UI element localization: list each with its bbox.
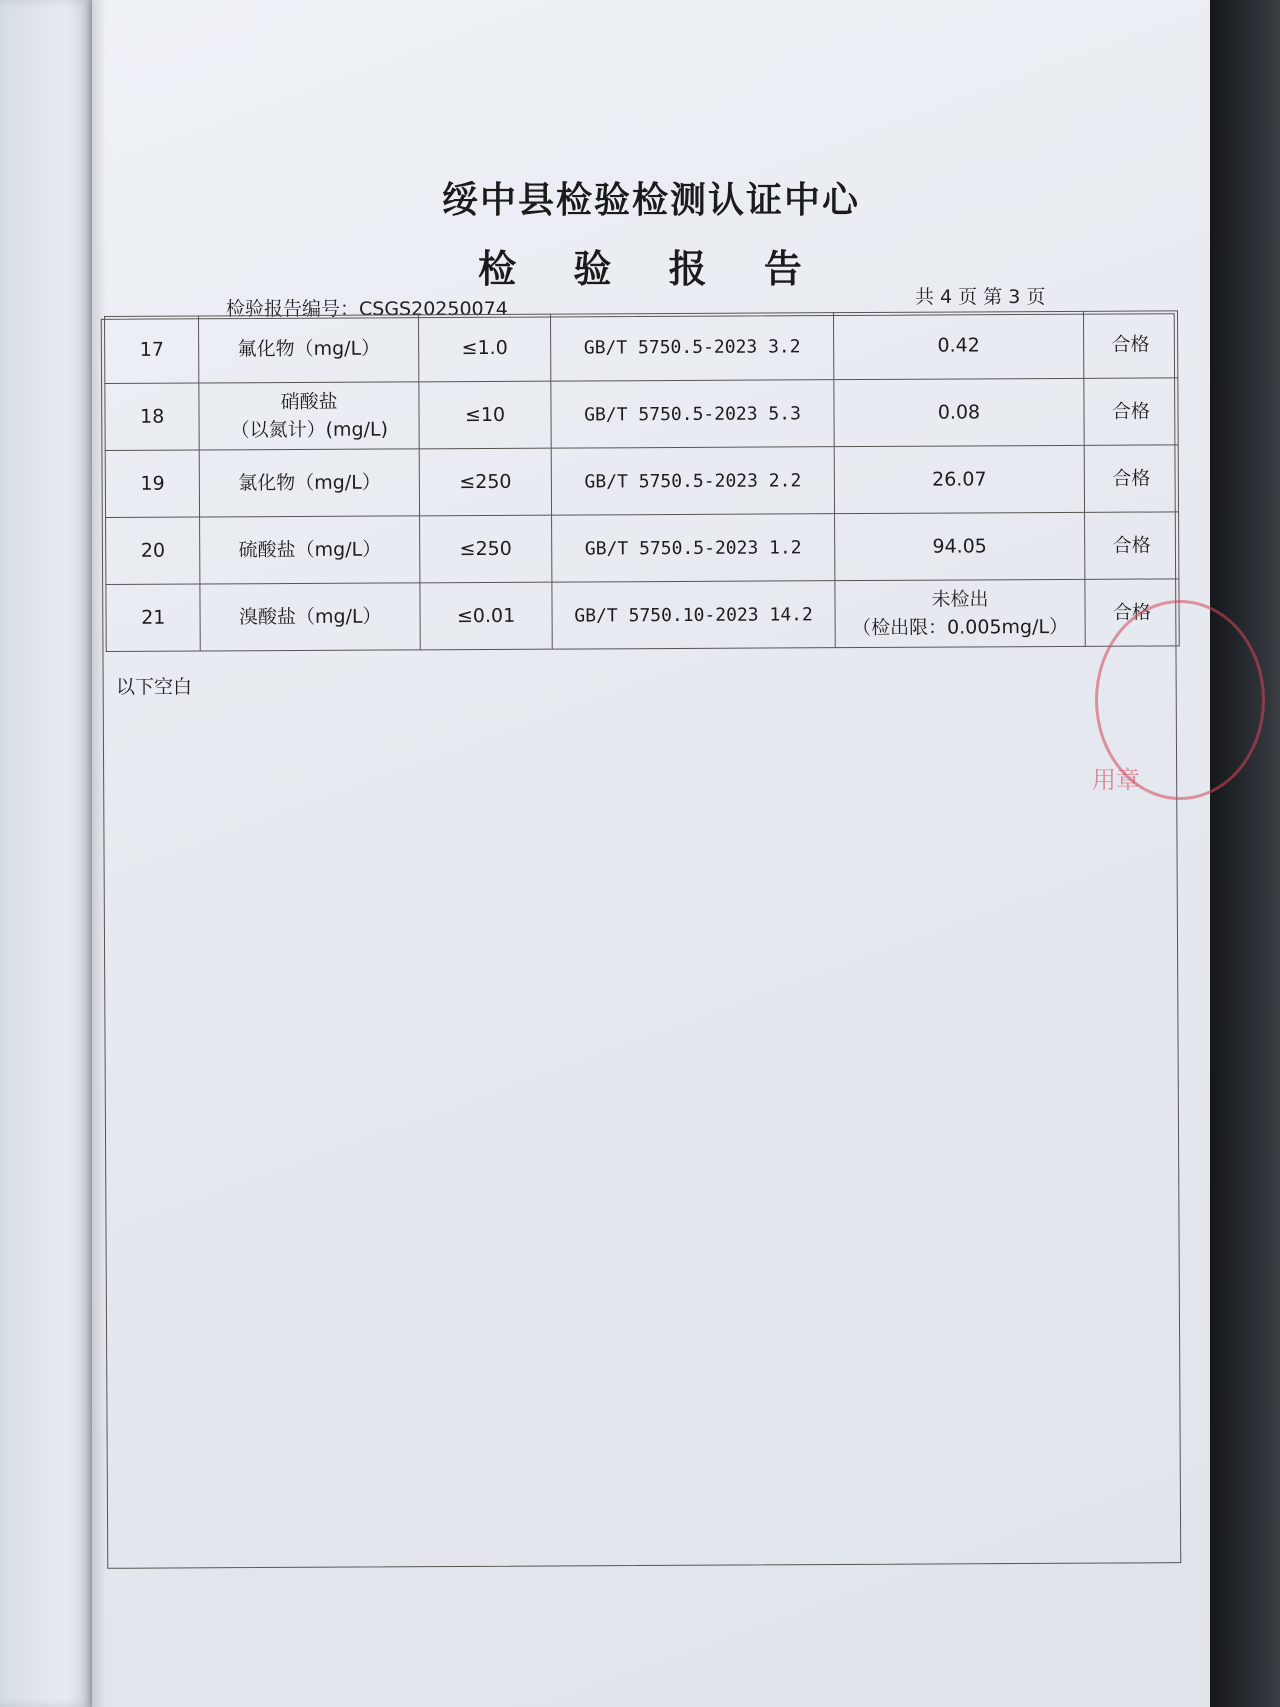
page-info: 共 4 页 第 3 页 — [915, 286, 1046, 308]
row-number-text: 17 — [139, 338, 165, 361]
test-method — [552, 514, 835, 582]
row-number-text: 20 — [140, 539, 166, 562]
limit-value — [420, 582, 552, 650]
test-method-text: GB/T 5750.5-2023 3.2 — [583, 335, 801, 358]
test-item-text: 硫酸盐（mg/L） — [238, 538, 382, 562]
verdict-text: 合格 — [1112, 601, 1152, 624]
limit-value — [420, 515, 552, 583]
test-method-text: GB/T 5750.5-2023 1.2 — [584, 536, 802, 559]
test-result-text: 0.42 — [937, 334, 980, 357]
table-row — [106, 512, 1179, 585]
test-method — [551, 313, 834, 381]
test-method — [551, 447, 834, 515]
test-result-text: 未检出 （检出限：0.005mg/L） — [852, 588, 1069, 640]
seal-partial-text: 用章 — [1092, 766, 1140, 794]
report-sheet — [92, 0, 1210, 1707]
row-number — [106, 517, 201, 584]
limit-value-text: ≤10 — [464, 403, 506, 427]
row-number — [105, 450, 200, 517]
table-row — [105, 378, 1178, 451]
test-method — [551, 380, 834, 448]
test-item — [200, 516, 420, 584]
verdict-text: 合格 — [1111, 333, 1150, 356]
test-result — [835, 579, 1085, 647]
test-result — [835, 512, 1085, 580]
test-item — [200, 449, 420, 517]
test-method — [552, 581, 835, 649]
limit-value — [419, 381, 551, 449]
table-row — [105, 445, 1178, 518]
verdict — [1084, 512, 1178, 579]
test-item-text: 溴酸盐（mg/L） — [238, 605, 382, 629]
limit-value — [419, 448, 551, 516]
row-number-text: 18 — [140, 405, 165, 428]
table-row — [105, 311, 1178, 384]
verdict — [1084, 378, 1178, 445]
limit-value-text: ≤250 — [459, 470, 512, 494]
row-number — [105, 383, 200, 450]
verdict — [1083, 311, 1177, 378]
test-item-text: 氯化物（mg/L） — [238, 471, 381, 495]
verdict-text: 合格 — [1112, 534, 1151, 557]
test-result — [834, 378, 1084, 446]
test-result — [833, 311, 1083, 379]
background-surface — [1210, 0, 1280, 1707]
row-number — [106, 584, 201, 651]
row-number — [105, 316, 200, 383]
limit-value-text: ≤0.01 — [456, 604, 516, 628]
verdict-text: 合格 — [1111, 400, 1151, 423]
test-result — [834, 445, 1084, 513]
report-title: 检 验 报 告 — [478, 247, 824, 291]
limit-value-text: ≤1.0 — [461, 336, 508, 360]
verdict-text: 合格 — [1112, 467, 1151, 490]
test-item — [200, 583, 420, 651]
test-item-text: 氟化物（mg/L） — [237, 337, 381, 361]
table-row — [106, 579, 1179, 652]
limit-value — [418, 314, 550, 382]
test-result-text: 94.05 — [932, 535, 987, 558]
blank-below-note: 以下空白 — [116, 676, 193, 698]
report-number: 检验报告编号：CSGS20250074 — [226, 298, 508, 320]
row-number-text: 21 — [141, 606, 166, 629]
organization-title: 绥中县检验检测认证中心 — [441, 180, 860, 221]
row-number-text: 19 — [140, 472, 165, 495]
limit-value-text: ≤250 — [459, 537, 512, 561]
test-item — [199, 382, 419, 450]
test-item-text: 硝酸盐 （以氮计）(mg/L) — [230, 390, 389, 442]
test-result-text: 0.08 — [937, 401, 981, 424]
test-method-text: GB/T 5750.5-2023 5.3 — [584, 402, 801, 425]
results-table — [104, 310, 1180, 652]
test-method-text: GB/T 5750.10-2023 14.2 — [574, 603, 813, 627]
test-result-text: 26.07 — [932, 468, 987, 491]
verdict — [1084, 445, 1178, 512]
previous-page-edge — [0, 0, 92, 1707]
test-method-text: GB/T 5750.5-2023 2.2 — [584, 469, 802, 492]
test-item — [199, 315, 419, 383]
